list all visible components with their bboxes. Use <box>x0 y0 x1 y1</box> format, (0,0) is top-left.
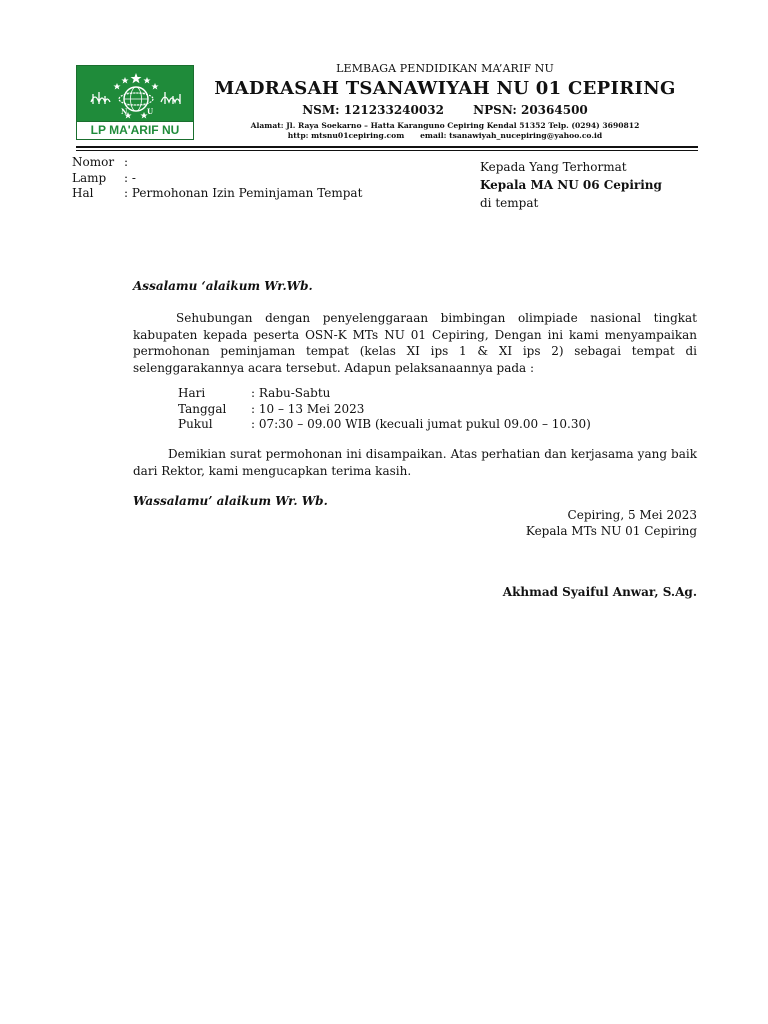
schedule-row-pukul <box>178 417 591 433</box>
school-name: MADRASAH TSANAWIYAH NU 01 CEPIRING <box>214 78 676 99</box>
signature-position: Kepala MTs NU 01 Cepiring <box>525 524 697 538</box>
school-ids: NSM: 121233240032 NPSN: 20364500 <box>302 103 588 117</box>
meta-row-lamp <box>72 171 362 187</box>
meta-label: Hal <box>72 186 94 200</box>
logo-letter-n: N <box>121 107 128 116</box>
schedule-block <box>178 386 591 433</box>
schedule-label: Pukul <box>178 417 213 431</box>
schedule-value: : 10 – 13 Mei 2023 <box>251 401 365 416</box>
recipient-line-1: Kepada Yang Terhormat <box>480 160 627 174</box>
letter-meta <box>72 155 362 202</box>
schedule-label: Tanggal <box>178 401 227 416</box>
schedule-value: : Rabu-Sabtu <box>251 386 331 400</box>
lp-maarif-nu-logo <box>76 65 194 140</box>
meta-label: Lamp <box>72 170 107 185</box>
meta-row-nomor <box>72 155 362 171</box>
greeting: Assalamu ‘alaikum Wr.Wb. <box>133 279 313 293</box>
meta-value: : Permohonan Izin Peminjaman Tempat <box>124 186 363 200</box>
school-address: Alamat: Jl. Raya Soekarno – Hatta Karanguno Cepiring Kendal 51352 Telp. (0294) 3690812 <box>250 121 640 130</box>
organization-name: LEMBAGA PENDIDIKAN MA’ARIF NU <box>336 62 554 75</box>
recipient-block <box>480 158 662 212</box>
signature-place-date: Cepiring, 5 Mei 2023 <box>567 508 697 522</box>
recipient-line-3: di tempat <box>480 196 539 210</box>
schedule-label: Hari <box>178 386 206 400</box>
schedule-value: : 07:30 – 09.00 WIB (kecuali jumat pukul 09.00 – 10.30) <box>251 417 591 431</box>
recipient-line-2: Kepala MA NU 06 Cepiring <box>480 178 662 192</box>
logo-text: LP MA'ARIF NU <box>77 121 193 139</box>
signature-name: Akhmad Syaiful Anwar, S.Ag. <box>502 585 697 599</box>
body-paragraph-1: Sehubungan dengan penyelenggaraan bimbingan olimpiade nasional tingkat kabupaten kepada peserta OSN-K MTs NU 01 Cepiring, Dengan ini kami menyampaikan permohonan peminjaman tempat (kelas XI ips 1 & XI ips 2) sebagai tempat di selenggarakannya acara tersebut. Adapun pelaksanaannya pada : <box>133 311 697 375</box>
meta-label: Nomor <box>72 155 115 169</box>
meta-value: : - <box>124 170 136 185</box>
letterhead-rule-thin <box>76 150 698 151</box>
nu-globe-emblem-icon <box>85 72 187 122</box>
school-contact: http: mtsnu01cepiring.com email: tsanawiyah_nucepiring@yahoo.co.id <box>287 131 603 140</box>
body-paragraph-2: Demikian surat permohonan ini disampaikan. Atas perhatian dan kerjasama yang baik dari Rektor, kami mengucapkan terima kasih. <box>133 447 697 478</box>
closing-salutation: Wassalamu’ alaikum Wr. Wb. <box>133 494 328 508</box>
logo-letter-u: U <box>147 107 154 116</box>
schedule-row-tanggal <box>178 402 591 418</box>
meta-value: : <box>124 155 129 169</box>
meta-row-hal <box>72 186 362 202</box>
letterhead-rule-thick <box>76 146 698 148</box>
schedule-row-hari <box>178 386 591 402</box>
